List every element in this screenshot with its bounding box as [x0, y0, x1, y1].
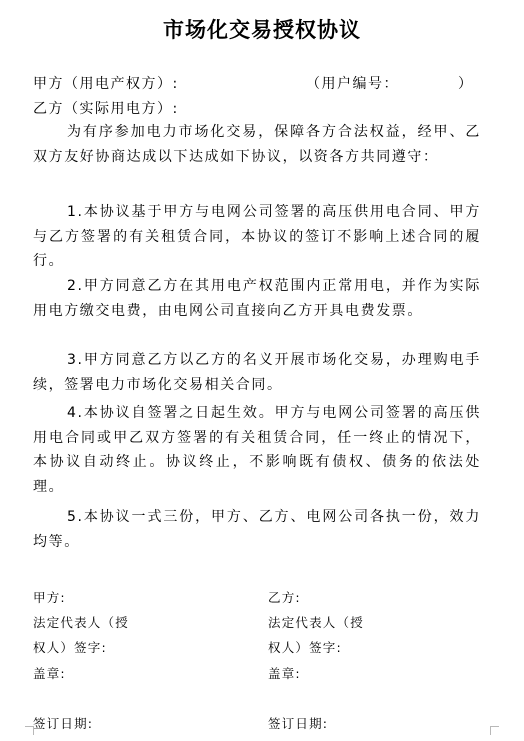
party-b-label: 乙方（实际用电方）:	[33, 101, 179, 117]
sig-b-rep-line1: 法定代表人（授	[268, 615, 364, 630]
sig-a-seal: 盖章:	[33, 666, 66, 681]
sig-party-a: 甲方:	[33, 590, 66, 605]
clause-4: 4.本协议自签署之日起生效。甲方与电网公司签署的高压供用电合同或甲乙双方签署的有关租赁合同，任一终止的情况下，本协议自动终止。协议终止，不影响既有债权、债务的依法处理。	[33, 405, 481, 495]
sig-b-date: 签订日期:	[268, 716, 329, 731]
clause-3: 3.甲方同意乙方以乙方的名义开展市场化交易，办理购电手续，签署电力市场化交易相关合同。	[33, 352, 481, 393]
clause-1: 1.本协议基于甲方与电网公司签署的高压供用电合同、甲方与乙方签署的有关租赁合同，本协议的签订不影响上述合同的履行。	[33, 204, 481, 269]
preamble-paragraph: 为有序参加电力市场化交易，保障各方合法权益，经甲、乙双方友好协商达成以下达成如下协议，以资各方共同遵守：	[33, 124, 481, 165]
sig-b-seal: 盖章:	[268, 666, 301, 681]
sig-a-rep-line2: 权人）签字:	[33, 640, 107, 655]
party-a-label: 甲方（用电产权方）:	[33, 76, 179, 92]
clause-5: 5.本协议一式三份，甲方、乙方、电网公司各执一份，效力均等。	[33, 509, 481, 550]
sig-party-b: 乙方:	[268, 590, 301, 605]
margin-corner-mark-left	[25, 726, 34, 735]
margin-corner-mark-right	[490, 726, 499, 735]
sig-a-rep-line1: 法定代表人（授	[33, 615, 129, 630]
user-number-close: ）	[458, 76, 474, 92]
user-number-label: （用户编号：	[306, 76, 399, 92]
clause-2: 2.甲方同意乙方在其用电产权范围内正常用电，并作为实际用电方缴交电费，由电网公司直接向乙方开具电费发票。	[33, 278, 481, 319]
sig-b-rep-line2: 权人）签字:	[268, 640, 342, 655]
document-title: 市场化交易授权协议	[163, 17, 361, 42]
sig-a-date: 签订日期:	[33, 716, 94, 731]
